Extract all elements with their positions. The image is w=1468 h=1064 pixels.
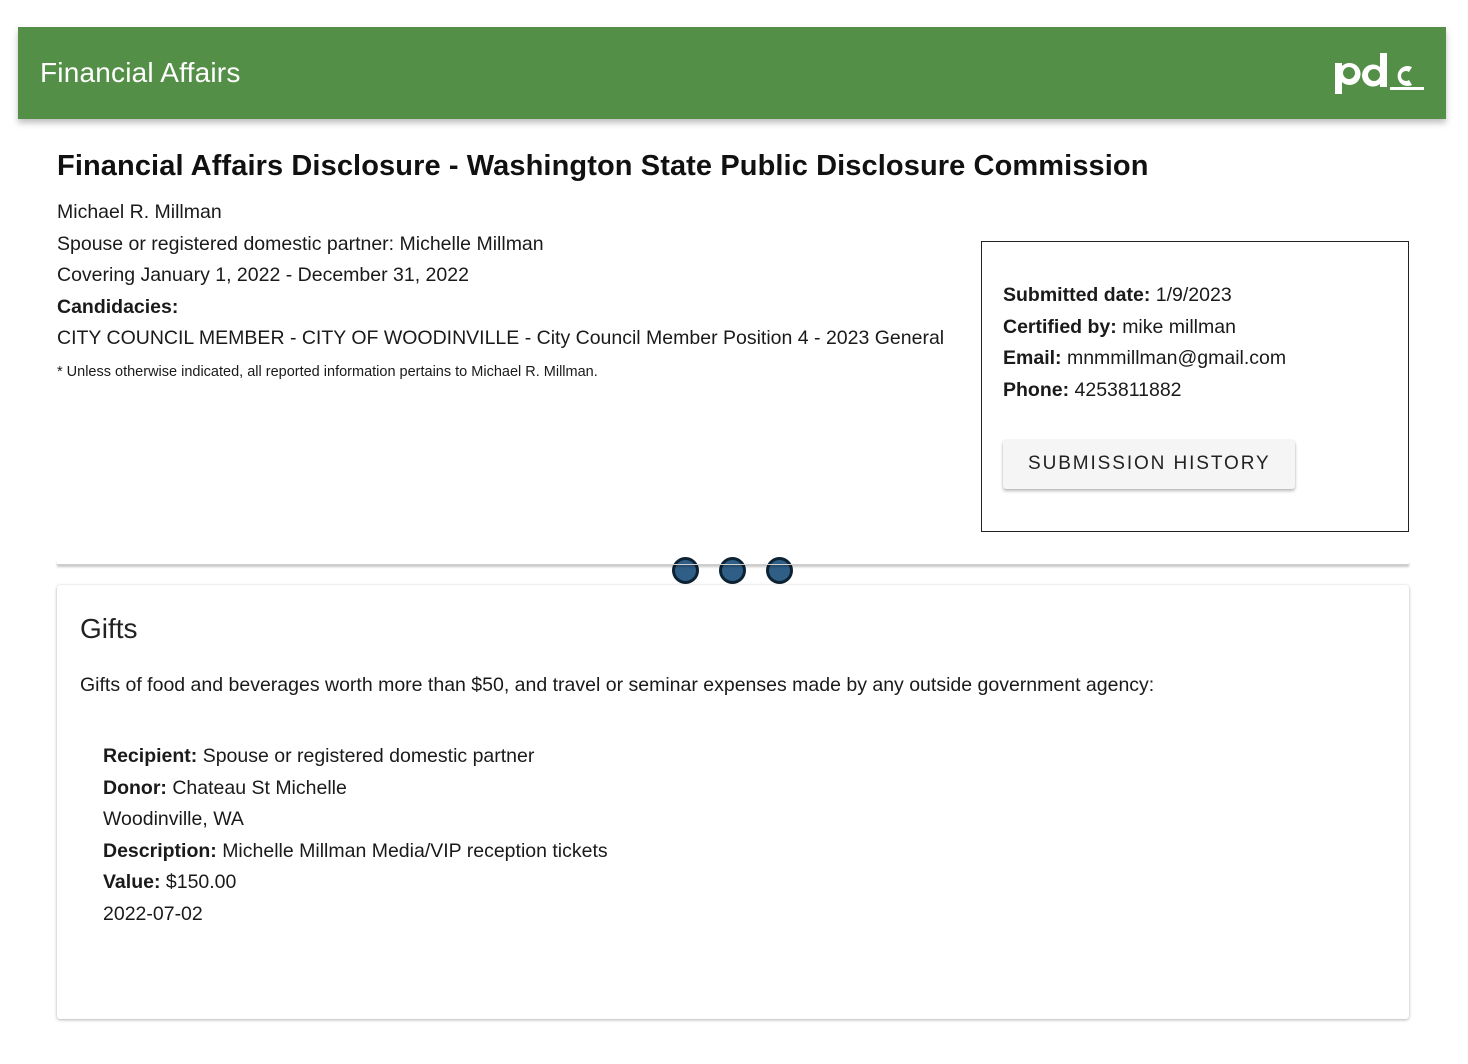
gift-description-label: Description: bbox=[103, 839, 217, 862]
phone-value: 4253811882 bbox=[1074, 378, 1182, 401]
phone bbox=[1003, 375, 1388, 407]
main-content bbox=[57, 150, 1409, 557]
app-bar bbox=[18, 27, 1446, 119]
summary-section bbox=[57, 197, 1409, 557]
gift-value-amount: $150.00 bbox=[165, 871, 237, 893]
candidacies-label: Candidacies: bbox=[57, 295, 179, 318]
submitted-date bbox=[1003, 280, 1388, 312]
email bbox=[1003, 343, 1388, 375]
gift-donor bbox=[103, 773, 1386, 805]
gift-donor-value: Chateau St Michelle bbox=[172, 776, 347, 799]
submission-box bbox=[981, 241, 1409, 532]
gift-date: 2022-07-02 bbox=[103, 902, 203, 925]
gift-description-value: Michelle Millman Media/VIP reception tickets bbox=[222, 839, 608, 862]
pdc-logo-icon[interactable] bbox=[1332, 51, 1426, 95]
gift-description bbox=[103, 836, 1386, 868]
gift-donor-location: Woodinville, WA bbox=[103, 808, 244, 830]
phone-label: Phone: bbox=[1003, 378, 1070, 401]
email-value: mnmmillman@gmail.com bbox=[1066, 347, 1287, 370]
filer-spouse: Spouse or registered domestic partner: Michelle Millman bbox=[57, 232, 544, 255]
candidacy-item: CITY COUNCIL MEMBER - CITY OF WOODINVILLE - City Council Member Position 4 - 2023 General bbox=[57, 327, 945, 349]
certified-by bbox=[1003, 312, 1388, 344]
submission-history-button[interactable]: SUBMISSION HISTORY bbox=[1003, 440, 1295, 489]
certified-by-value: mike millman bbox=[1122, 315, 1236, 338]
filer-name: Michael R. Millman bbox=[57, 201, 222, 223]
page-title: Financial Affairs Disclosure - Washington State Public Disclosure Commission bbox=[57, 150, 1149, 182]
gift-donor-label: Donor: bbox=[103, 776, 167, 799]
filer-note: * Unless otherwise indicated, all reported information pertains to Michael R. Millman. bbox=[57, 363, 598, 380]
gift-value-label: Value: bbox=[103, 871, 161, 893]
gift-value bbox=[103, 867, 1386, 899]
email-label: Email: bbox=[1003, 347, 1062, 370]
filer-period: Covering January 1, 2022 - December 31, 2022 bbox=[57, 264, 469, 286]
certified-by-label: Certified by: bbox=[1003, 315, 1117, 338]
gifts-title: Gifts bbox=[80, 613, 138, 644]
gift-recipient-label: Recipient: bbox=[103, 745, 198, 767]
app-title: Financial Affairs bbox=[40, 57, 241, 88]
filer-info bbox=[57, 197, 957, 384]
gift-recipient bbox=[103, 741, 1386, 773]
section-divider bbox=[57, 560, 1409, 565]
gift-entry bbox=[80, 741, 1386, 930]
gifts-description: Gifts of food and beverages worth more than $50, and travel or seminar expenses made by any outside government agency: bbox=[80, 674, 1155, 696]
submitted-date-value: 1/9/2023 bbox=[1155, 284, 1232, 306]
submitted-date-label: Submitted date: bbox=[1003, 284, 1151, 306]
gift-recipient-value: Spouse or registered domestic partner bbox=[202, 745, 535, 767]
gifts-card bbox=[57, 585, 1409, 1019]
